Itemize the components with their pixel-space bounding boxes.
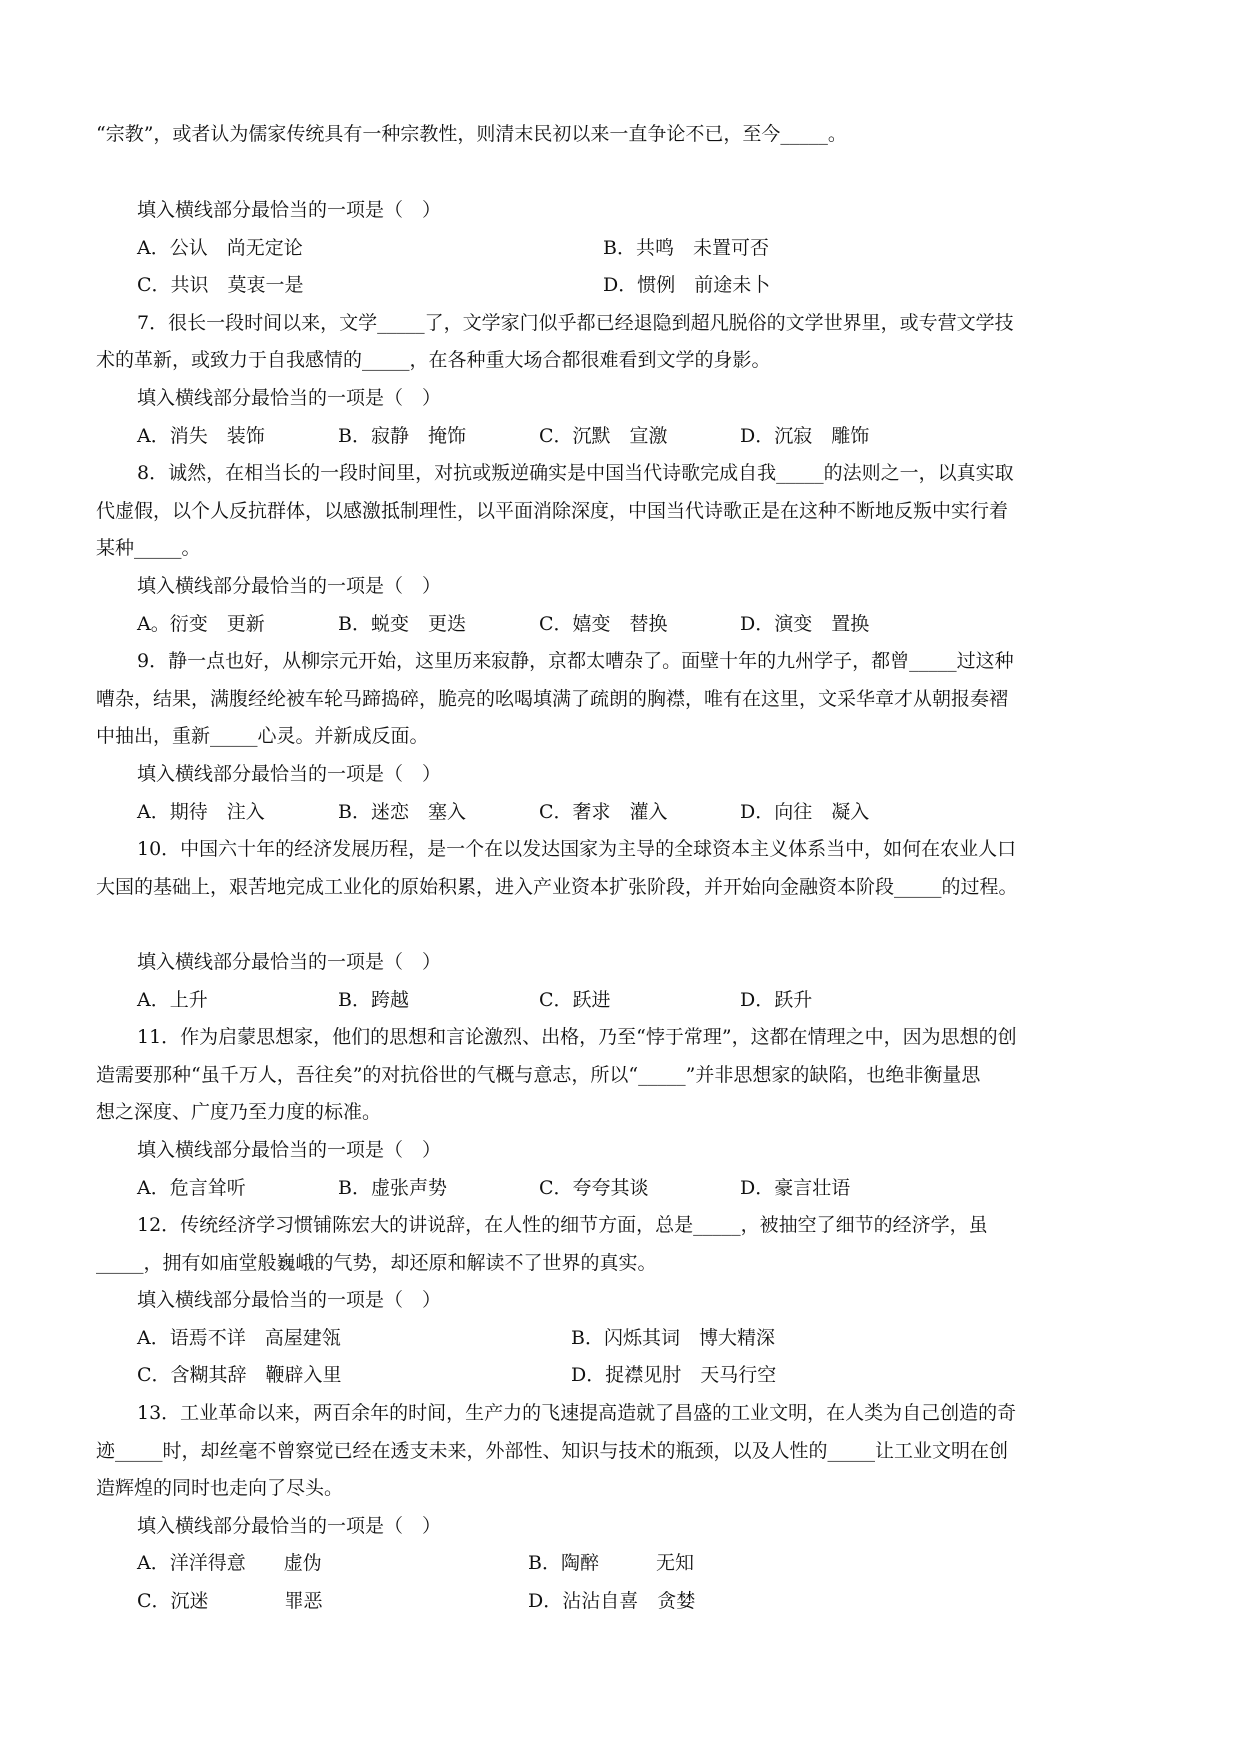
text-line: 代虚假，以个人反抗群体，以感激抵制理性，以平面消除深度，中国当代诗歌正是在这种不断地反叛中实行着 <box>96 500 1009 522</box>
answer-option: B．迷恋 塞入 <box>338 801 466 823</box>
text-line: 填入横线部分最恰当的一项是（ ） <box>137 1515 442 1537</box>
text-line: 7．很长一段时间以来，文学_____了，文学家门似乎都已经退隐到超凡脱俗的文学世界里，或专营文学技 <box>137 312 1014 334</box>
answer-option: A．洋洋得意 虚伪 <box>137 1552 322 1574</box>
answer-option: D．惯例 前途未卜 <box>603 274 771 296</box>
text-line: 10．中国六十年的经济发展历程，是一个在以发达国家为主导的全球资本主义体系当中，如何在农业人口 <box>137 838 1017 860</box>
answer-option: C．共识 莫衷一是 <box>137 274 304 296</box>
text-line: 填入横线部分最恰当的一项是（ ） <box>137 199 442 221</box>
answer-option: D．沾沾自喜 贪婪 <box>528 1590 696 1612</box>
text-line: 填入横线部分最恰当的一项是（ ） <box>137 387 442 409</box>
text-line: 迹_____时，却丝毫不曾察觉已经在透支未来，外部性、知识与技术的瓶颈，以及人性的_____让工业文明在创 <box>96 1440 1009 1462</box>
text-line: 11．作为启蒙思想家，他们的思想和言论激烈、出格，乃至“悖于常理”，这都在情理之中，因为思想的创 <box>137 1026 1017 1048</box>
answer-option: A．期待 注入 <box>137 801 265 823</box>
text-line: 9．静一点也好，从柳宗元开始，这里历来寂静，京都太嘈杂了。面壁十年的九州学子，都曾_____过这种 <box>137 650 1014 672</box>
text-line: 填入横线部分最恰当的一项是（ ） <box>137 951 442 973</box>
text-line: 造辉煌的同时也走向了尽头。 <box>96 1477 344 1499</box>
text-line: 术的革新，或致力于自我感情的_____，在各种重大场合都很难看到文学的身影。 <box>96 349 771 371</box>
answer-option: A．消失 装饰 <box>137 425 265 447</box>
answer-option: C．奢求 灌入 <box>539 801 668 823</box>
answer-option: C．沉迷 罪恶 <box>137 1590 323 1612</box>
text-line: 嘈杂，结果，满腹经纶被车轮马蹄捣碎，脆亮的吆喝填满了疏朗的胸襟，唯有在这里，文采华章才从朝报奏褶 <box>96 688 1009 710</box>
answer-option: D．豪言壮语 <box>740 1177 851 1199</box>
text-line: _____，拥有如庙堂般巍峨的气势，却还原和解读不了世界的真实。 <box>96 1252 657 1274</box>
answer-option: D．沉寂 雕饰 <box>740 425 870 447</box>
answer-option: A。衍变 更新 <box>137 613 265 635</box>
answer-option: B．共鸣 未置可否 <box>603 237 769 259</box>
answer-option: D．捉襟见肘 天马行空 <box>571 1364 777 1386</box>
answer-option: C．沉默 宣激 <box>539 425 668 447</box>
text-line: 13．工业革命以来，两百余年的时间，生产力的飞速提高造就了昌盛的工业文明，在人类为自己创造的奇 <box>137 1402 1017 1424</box>
text-line: 某种_____。 <box>96 537 201 559</box>
answer-option: C．夸夸其谈 <box>539 1177 649 1199</box>
answer-option: A．公认 尚无定论 <box>137 237 303 259</box>
text-line: 填入横线部分最恰当的一项是（ ） <box>137 1139 442 1161</box>
text-line: 中抽出，重新_____心灵。并新成反面。 <box>96 725 429 747</box>
text-line: 大国的基础上，艰苦地完成工业化的原始积累，进入产业资本扩张阶段，并开始向金融资本阶段_____的过程。 <box>96 876 1018 898</box>
answer-option: C．嬉变 替换 <box>539 613 668 635</box>
text-line: 填入横线部分最恰当的一项是（ ） <box>137 763 442 785</box>
answer-option: C．含糊其辞 鞭辟入里 <box>137 1364 342 1386</box>
answer-option: D．跃升 <box>740 989 813 1011</box>
answer-option: A．语焉不详 高屋建瓴 <box>137 1327 341 1349</box>
text-line: 填入横线部分最恰当的一项是（ ） <box>137 1289 442 1311</box>
text-line: 想之深度、广度乃至力度的标准。 <box>96 1101 382 1123</box>
answer-option: B．蜕变 更迭 <box>338 613 466 635</box>
answer-option: B．跨越 <box>338 989 409 1011</box>
answer-option: B．寂静 掩饰 <box>338 425 466 447</box>
text-line: “宗教”，或者认为儒家传统具有一种宗教性，则清末民初以来一直争论不已，至今_____。 <box>96 123 847 145</box>
answer-option: B．虚张声势 <box>338 1177 447 1199</box>
answer-option: A．危言耸听 <box>137 1177 246 1199</box>
text-line: 12．传统经济学习惯铺陈宏大的讲说辞，在人性的细节方面，总是_____，被抽空了细节的经济学，虽 <box>137 1214 988 1236</box>
answer-option: C．跃进 <box>539 989 611 1011</box>
text-line: 造需要那种“虽千万人，吾往矣”的对抗俗世的气概与意志，所以“_____”并非思想家的缺陷，也绝非衡量思 <box>96 1064 981 1086</box>
answer-option: D．演变 置换 <box>740 613 870 635</box>
answer-option: B．陶醉 无知 <box>528 1552 694 1574</box>
answer-option: D．向往 凝入 <box>740 801 870 823</box>
text-line: 填入横线部分最恰当的一项是（ ） <box>137 575 442 597</box>
text-line: 8．诚然，在相当长的一段时间里，对抗或叛逆确实是中国当代诗歌完成自我_____的法则之一，以真实取 <box>137 462 1014 484</box>
answer-option: B．闪烁其词 博大精深 <box>571 1327 775 1349</box>
answer-option: A．上升 <box>137 989 208 1011</box>
